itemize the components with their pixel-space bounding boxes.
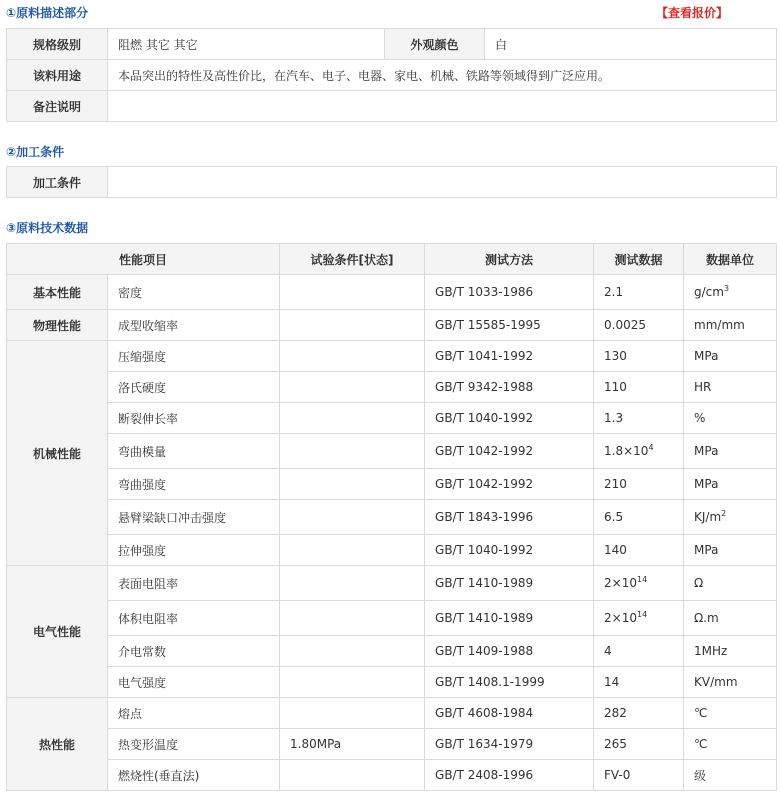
row-value: 6.5 — [594, 500, 684, 535]
header-unit: 数据单位 — [684, 244, 777, 275]
row-value — [594, 434, 684, 469]
row-method: GB/T 1040-1992 — [425, 403, 594, 434]
remark-label: 备注说明 — [7, 91, 108, 122]
value-exponent: 4 — [648, 443, 654, 452]
row-condition — [280, 275, 425, 310]
row-unit: 级 — [684, 760, 777, 791]
row-value: 14 — [594, 667, 684, 698]
spec-value: 阻燃 其它 其它 — [108, 29, 385, 60]
table-row — [7, 403, 777, 434]
row-value: 4 — [594, 636, 684, 667]
processing-label: 加工条件 — [7, 167, 108, 198]
row-value — [594, 566, 684, 601]
usage-value: 本品突出的特性及高性价比，在汽车、电子、电器、家电、机械、铁路等领域得到广泛应用。 — [108, 60, 777, 91]
row-unit — [684, 275, 777, 310]
unit-exponent: 2 — [721, 509, 727, 518]
row-unit: MPa — [684, 469, 777, 500]
row-value: 130 — [594, 341, 684, 372]
row-item: 电气强度 — [108, 667, 280, 698]
row-value: 265 — [594, 729, 684, 760]
header-property: 性能项目 — [7, 244, 280, 275]
row-method: GB/T 1033-1986 — [425, 275, 594, 310]
row-item: 燃烧性(垂直法) — [108, 760, 280, 791]
color-label: 外观颜色 — [385, 29, 485, 60]
table-row — [7, 729, 777, 760]
row-item: 拉伸强度 — [108, 535, 280, 566]
row-condition — [280, 601, 425, 636]
row-value: 210 — [594, 469, 684, 500]
row-item: 熔点 — [108, 698, 280, 729]
value-base: 1.8×10 — [604, 444, 649, 458]
row-unit: MPa — [684, 434, 777, 469]
table-row — [7, 667, 777, 698]
row-unit: ℃ — [684, 698, 777, 729]
row-condition — [280, 566, 425, 601]
row-item: 成型收缩率 — [108, 310, 280, 341]
description-table — [6, 28, 777, 122]
row-unit: Ω — [684, 566, 777, 601]
section-title-description: ①原料描述部分 — [6, 6, 89, 20]
value-base: 2×10 — [604, 611, 637, 625]
row-unit: HR — [684, 372, 777, 403]
group-electrical: 电气性能 — [7, 566, 108, 698]
unit-exponent: 3 — [723, 284, 730, 293]
row-method: GB/T 1408.1-1999 — [425, 667, 594, 698]
row-condition — [280, 760, 425, 791]
row-condition — [280, 310, 425, 341]
row-unit — [684, 500, 777, 535]
table-header-row — [7, 244, 777, 275]
row-item: 热变形温度 — [108, 729, 280, 760]
row-method: GB/T 1042-1992 — [425, 434, 594, 469]
row-unit: MPa — [684, 535, 777, 566]
header-value: 测试数据 — [594, 244, 684, 275]
table-row — [7, 500, 777, 535]
row-method: GB/T 9342-1988 — [425, 372, 594, 403]
table-row — [7, 372, 777, 403]
value-base: 2×10 — [604, 576, 637, 590]
row-method: GB/T 4608-1984 — [425, 698, 594, 729]
row-method: GB/T 2408-1996 — [425, 760, 594, 791]
row-value: 140 — [594, 535, 684, 566]
group-mechanical: 机械性能 — [7, 341, 108, 566]
row-condition — [280, 698, 425, 729]
table-row — [7, 469, 777, 500]
table-row — [7, 535, 777, 566]
group-basic: 基本性能 — [7, 275, 108, 310]
unit-base: KJ/m — [694, 510, 722, 524]
row-item: 表面电阻率 — [108, 566, 280, 601]
processing-table — [6, 166, 777, 198]
processing-value — [108, 167, 777, 198]
unit-base: g/cm — [694, 285, 724, 299]
group-physical: 物理性能 — [7, 310, 108, 341]
view-quote-link[interactable]: 【查看报价】 — [656, 6, 729, 20]
color-value: 白 — [485, 29, 777, 60]
table-row — [7, 698, 777, 729]
table-row — [7, 636, 777, 667]
row-unit: MPa — [684, 341, 777, 372]
table-row — [7, 760, 777, 791]
header-condition: 试验条件[状态] — [280, 244, 425, 275]
table-row — [7, 566, 777, 601]
row-method: GB/T 1040-1992 — [425, 535, 594, 566]
row-item: 弯曲强度 — [108, 469, 280, 500]
row-method: GB/T 1042-1992 — [425, 469, 594, 500]
table-row — [7, 434, 777, 469]
row-item: 弯曲模量 — [108, 434, 280, 469]
row-condition — [280, 500, 425, 535]
table-row — [7, 275, 777, 310]
header-method: 测试方法 — [425, 244, 594, 275]
section-title-processing: ②加工条件 — [6, 145, 65, 159]
row-value: FV-0 — [594, 760, 684, 791]
spec-label: 规格级别 — [7, 29, 108, 60]
row-item: 密度 — [108, 275, 280, 310]
row-condition — [280, 434, 425, 469]
remark-value — [108, 91, 777, 122]
group-thermal: 热性能 — [7, 698, 108, 791]
row-unit: 1MHz — [684, 636, 777, 667]
row-unit: KV/mm — [684, 667, 777, 698]
row-unit: % — [684, 403, 777, 434]
table-row — [7, 601, 777, 636]
row-value: 282 — [594, 698, 684, 729]
row-value: 1.3 — [594, 403, 684, 434]
row-method: GB/T 15585-1995 — [425, 310, 594, 341]
row-unit: Ω.m — [684, 601, 777, 636]
row-value — [594, 601, 684, 636]
row-item: 洛氏硬度 — [108, 372, 280, 403]
row-item: 悬臂梁缺口冲击强度 — [108, 500, 280, 535]
row-method: GB/T 1409-1988 — [425, 636, 594, 667]
row-item: 断裂伸长率 — [108, 403, 280, 434]
row-condition — [280, 341, 425, 372]
row-method: GB/T 1041-1992 — [425, 341, 594, 372]
row-condition — [280, 469, 425, 500]
usage-label: 该料用途 — [7, 60, 108, 91]
section-title-technical-data: ③原料技术数据 — [6, 221, 89, 235]
row-condition — [280, 636, 425, 667]
row-item: 体积电阻率 — [108, 601, 280, 636]
row-method: GB/T 1410-1989 — [425, 566, 594, 601]
row-condition — [280, 403, 425, 434]
table-row — [7, 341, 777, 372]
row-condition — [280, 372, 425, 403]
row-method: GB/T 1410-1989 — [425, 601, 594, 636]
row-condition — [280, 535, 425, 566]
row-unit: ℃ — [684, 729, 777, 760]
row-method: GB/T 1843-1996 — [425, 500, 594, 535]
technical-data-table — [6, 243, 777, 791]
row-unit: mm/mm — [684, 310, 777, 341]
table-row — [7, 310, 777, 341]
row-item: 介电常数 — [108, 636, 280, 667]
row-value: 0.0025 — [594, 310, 684, 341]
row-value: 110 — [594, 372, 684, 403]
row-value: 2.1 — [594, 275, 684, 310]
row-condition: 1.80MPa — [280, 729, 425, 760]
row-condition — [280, 667, 425, 698]
value-exponent: 14 — [636, 575, 648, 584]
row-item: 压缩强度 — [108, 341, 280, 372]
row-method: GB/T 1634-1979 — [425, 729, 594, 760]
value-exponent: 14 — [636, 610, 648, 619]
